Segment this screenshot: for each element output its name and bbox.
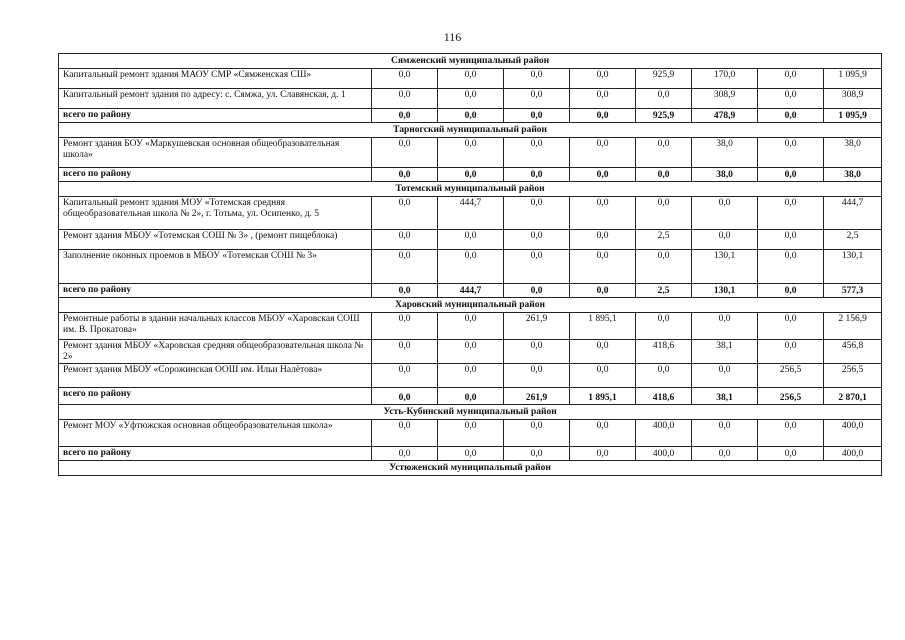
value-cell: 0,0 bbox=[372, 420, 438, 447]
total-value-cell: 0,0 bbox=[504, 109, 570, 123]
section-header-row bbox=[59, 54, 882, 69]
object-name: Ремонт здания БОУ «Маркушевская основная общеобразовательная школа» bbox=[59, 138, 372, 168]
value-cell: 0,0 bbox=[570, 197, 636, 230]
total-value-cell: 2,5 bbox=[636, 284, 692, 298]
value-cell: 0,0 bbox=[636, 197, 692, 230]
total-value-cell: 0,0 bbox=[570, 168, 636, 182]
value-cell: 0,0 bbox=[372, 313, 438, 340]
value-cell: 0,0 bbox=[504, 197, 570, 230]
total-label: всего по району bbox=[59, 168, 372, 182]
total-value-cell: 1 895,1 bbox=[570, 388, 636, 405]
table-row bbox=[59, 230, 882, 250]
value-cell: 256,5 bbox=[758, 364, 824, 388]
total-value-cell: 400,0 bbox=[824, 447, 882, 461]
total-value-cell: 0,0 bbox=[372, 447, 438, 461]
section-header-row bbox=[59, 298, 882, 313]
object-name: Заполнение оконных проемов в МБОУ «Тотемская СОШ № 3» bbox=[59, 250, 372, 284]
district-total-row bbox=[59, 109, 882, 123]
value-cell: 1 895,1 bbox=[570, 313, 636, 340]
total-label: всего по району bbox=[59, 284, 372, 298]
value-cell: 0,0 bbox=[372, 230, 438, 250]
value-cell: 0,0 bbox=[570, 420, 636, 447]
value-cell: 400,0 bbox=[636, 420, 692, 447]
district-title: Тотемский муниципальный район bbox=[59, 182, 882, 197]
table-row bbox=[59, 420, 882, 447]
total-value-cell: 400,0 bbox=[636, 447, 692, 461]
value-cell: 0,0 bbox=[438, 313, 504, 340]
value-cell: 38,0 bbox=[692, 138, 758, 168]
page-number: 116 bbox=[443, 30, 462, 44]
value-cell: 0,0 bbox=[438, 364, 504, 388]
value-cell: 0,0 bbox=[570, 250, 636, 284]
total-value-cell: 261,9 bbox=[504, 388, 570, 405]
total-value-cell: 130,1 bbox=[692, 284, 758, 298]
value-cell: 0,0 bbox=[692, 197, 758, 230]
value-cell: 170,0 bbox=[692, 69, 758, 89]
value-cell: 0,0 bbox=[692, 230, 758, 250]
total-value-cell: 0,0 bbox=[438, 388, 504, 405]
value-cell: 0,0 bbox=[570, 138, 636, 168]
value-cell: 0,0 bbox=[758, 230, 824, 250]
value-cell: 0,0 bbox=[636, 313, 692, 340]
value-cell: 130,1 bbox=[692, 250, 758, 284]
total-value-cell: 0,0 bbox=[504, 447, 570, 461]
value-cell: 0,0 bbox=[504, 250, 570, 284]
value-cell: 0,0 bbox=[372, 340, 438, 364]
total-value-cell: 38,0 bbox=[824, 168, 882, 182]
total-value-cell: 478,9 bbox=[692, 109, 758, 123]
value-cell: 0,0 bbox=[504, 138, 570, 168]
total-label: всего по району bbox=[59, 447, 372, 461]
value-cell: 0,0 bbox=[570, 89, 636, 109]
value-cell: 0,0 bbox=[758, 138, 824, 168]
section-header-row bbox=[59, 182, 882, 197]
table-row bbox=[59, 197, 882, 230]
value-cell: 0,0 bbox=[570, 230, 636, 250]
value-cell: 0,0 bbox=[372, 197, 438, 230]
value-cell: 0,0 bbox=[372, 69, 438, 89]
total-value-cell: 256,5 bbox=[758, 388, 824, 405]
value-cell: 0,0 bbox=[504, 69, 570, 89]
object-name: Ремонт здания МБОУ «Харовская средняя общеобразовательная школа № 2» bbox=[59, 340, 372, 364]
total-value-cell: 1 095,9 bbox=[824, 109, 882, 123]
value-cell: 400,0 bbox=[824, 420, 882, 447]
table-row bbox=[59, 69, 882, 89]
value-cell: 0,0 bbox=[372, 364, 438, 388]
value-cell: 0,0 bbox=[438, 250, 504, 284]
value-cell: 0,0 bbox=[372, 138, 438, 168]
value-cell: 0,0 bbox=[636, 364, 692, 388]
object-name: Ремонт здания МБОУ «Сорожинская ООШ им. Ильи Налётова» bbox=[59, 364, 372, 388]
total-value-cell: 0,0 bbox=[570, 284, 636, 298]
total-value-cell: 0,0 bbox=[372, 284, 438, 298]
total-value-cell: 0,0 bbox=[636, 168, 692, 182]
total-value-cell: 0,0 bbox=[758, 447, 824, 461]
value-cell: 256,5 bbox=[824, 364, 882, 388]
value-cell: 444,7 bbox=[438, 197, 504, 230]
value-cell: 0,0 bbox=[570, 340, 636, 364]
value-cell: 0,0 bbox=[758, 69, 824, 89]
total-value-cell: 38,1 bbox=[692, 388, 758, 405]
value-cell: 2,5 bbox=[824, 230, 882, 250]
value-cell: 0,0 bbox=[438, 138, 504, 168]
total-value-cell: 0,0 bbox=[504, 168, 570, 182]
value-cell: 0,0 bbox=[758, 89, 824, 109]
district-title: Усть-Кубинский муниципальный район bbox=[59, 405, 882, 420]
object-name: Капитальный ремонт здания по адресу: с. Сямжа, ул. Славянская, д. 1 bbox=[59, 89, 372, 109]
value-cell: 0,0 bbox=[570, 69, 636, 89]
total-label: всего по району bbox=[59, 388, 372, 405]
total-value-cell: 0,0 bbox=[758, 168, 824, 182]
section-header-row bbox=[59, 461, 882, 476]
value-cell: 0,0 bbox=[692, 313, 758, 340]
total-value-cell: 0,0 bbox=[372, 388, 438, 405]
budget-table bbox=[58, 53, 882, 476]
district-total-row bbox=[59, 447, 882, 461]
total-value-cell: 0,0 bbox=[438, 168, 504, 182]
table-row bbox=[59, 138, 882, 168]
value-cell: 1 095,9 bbox=[824, 69, 882, 89]
value-cell: 38,0 bbox=[824, 138, 882, 168]
district-title: Сямженский муниципальный район bbox=[59, 54, 882, 69]
value-cell: 0,0 bbox=[438, 340, 504, 364]
total-value-cell: 444,7 bbox=[438, 284, 504, 298]
total-value-cell: 0,0 bbox=[372, 109, 438, 123]
value-cell: 0,0 bbox=[692, 364, 758, 388]
total-value-cell: 0,0 bbox=[570, 109, 636, 123]
value-cell: 0,0 bbox=[758, 420, 824, 447]
value-cell: 261,9 bbox=[504, 313, 570, 340]
value-cell: 308,9 bbox=[824, 89, 882, 109]
value-cell: 0,0 bbox=[758, 197, 824, 230]
value-cell: 418,6 bbox=[636, 340, 692, 364]
total-value-cell: 0,0 bbox=[438, 109, 504, 123]
table-row bbox=[59, 250, 882, 284]
district-title: Харовский муниципальный район bbox=[59, 298, 882, 313]
value-cell: 0,0 bbox=[636, 89, 692, 109]
value-cell: 0,0 bbox=[504, 340, 570, 364]
total-value-cell: 418,6 bbox=[636, 388, 692, 405]
value-cell: 0,0 bbox=[504, 230, 570, 250]
section-header-row bbox=[59, 405, 882, 420]
value-cell: 0,0 bbox=[438, 230, 504, 250]
value-cell: 0,0 bbox=[758, 250, 824, 284]
total-value-cell: 0,0 bbox=[438, 447, 504, 461]
table-row bbox=[59, 364, 882, 388]
table-row bbox=[59, 313, 882, 340]
total-value-cell: 0,0 bbox=[504, 284, 570, 298]
value-cell: 0,0 bbox=[758, 313, 824, 340]
value-cell: 0,0 bbox=[504, 89, 570, 109]
total-value-cell: 0,0 bbox=[692, 447, 758, 461]
total-value-cell: 0,0 bbox=[372, 168, 438, 182]
value-cell: 0,0 bbox=[372, 89, 438, 109]
value-cell: 0,0 bbox=[438, 89, 504, 109]
total-value-cell: 577,3 bbox=[824, 284, 882, 298]
object-name: Ремонт МОУ «Уфтюжская основная общеобразовательная школа» bbox=[59, 420, 372, 447]
value-cell: 308,9 bbox=[692, 89, 758, 109]
total-value-cell: 2 870,1 bbox=[824, 388, 882, 405]
total-value-cell: 0,0 bbox=[570, 447, 636, 461]
value-cell: 38,1 bbox=[692, 340, 758, 364]
value-cell: 444,7 bbox=[824, 197, 882, 230]
value-cell: 2 156,9 bbox=[824, 313, 882, 340]
value-cell: 0,0 bbox=[504, 364, 570, 388]
total-label: всего по району bbox=[59, 109, 372, 123]
object-name: Капитальный ремонт здания МОУ «Тотемская средняя общеобразовательная школа № 2», г. Тотьма, ул. Осипенко, д. 5 bbox=[59, 197, 372, 230]
value-cell: 0,0 bbox=[636, 250, 692, 284]
total-value-cell: 0,0 bbox=[758, 109, 824, 123]
value-cell: 0,0 bbox=[372, 250, 438, 284]
value-cell: 0,0 bbox=[636, 138, 692, 168]
district-total-row bbox=[59, 284, 882, 298]
object-name: Ремонт здания МБОУ «Тотемская СОШ № 3» , (ремонт пищеблока) bbox=[59, 230, 372, 250]
value-cell: 0,0 bbox=[692, 420, 758, 447]
value-cell: 0,0 bbox=[758, 340, 824, 364]
section-header-row bbox=[59, 123, 882, 138]
district-title: Тарногский муниципальный район bbox=[59, 123, 882, 138]
district-total-row bbox=[59, 168, 882, 182]
value-cell: 130,1 bbox=[824, 250, 882, 284]
table-row bbox=[59, 89, 882, 109]
district-total-row bbox=[59, 388, 882, 405]
object-name: Капитальный ремонт здания МАОУ СМР «Сямженская СШ» bbox=[59, 69, 372, 89]
total-value-cell: 0,0 bbox=[758, 284, 824, 298]
value-cell: 925,9 bbox=[636, 69, 692, 89]
value-cell: 0,0 bbox=[438, 420, 504, 447]
total-value-cell: 38,0 bbox=[692, 168, 758, 182]
value-cell: 456,8 bbox=[824, 340, 882, 364]
district-title: Устюженский муниципальный район bbox=[59, 461, 882, 476]
table-row bbox=[59, 340, 882, 364]
object-name: Ремонтные работы в здании начальных классов МБОУ «Харовская СОШ им. В. Прокатова» bbox=[59, 313, 372, 340]
value-cell: 0,0 bbox=[504, 420, 570, 447]
total-value-cell: 925,9 bbox=[636, 109, 692, 123]
value-cell: 0,0 bbox=[438, 69, 504, 89]
value-cell: 2,5 bbox=[636, 230, 692, 250]
value-cell: 0,0 bbox=[570, 364, 636, 388]
